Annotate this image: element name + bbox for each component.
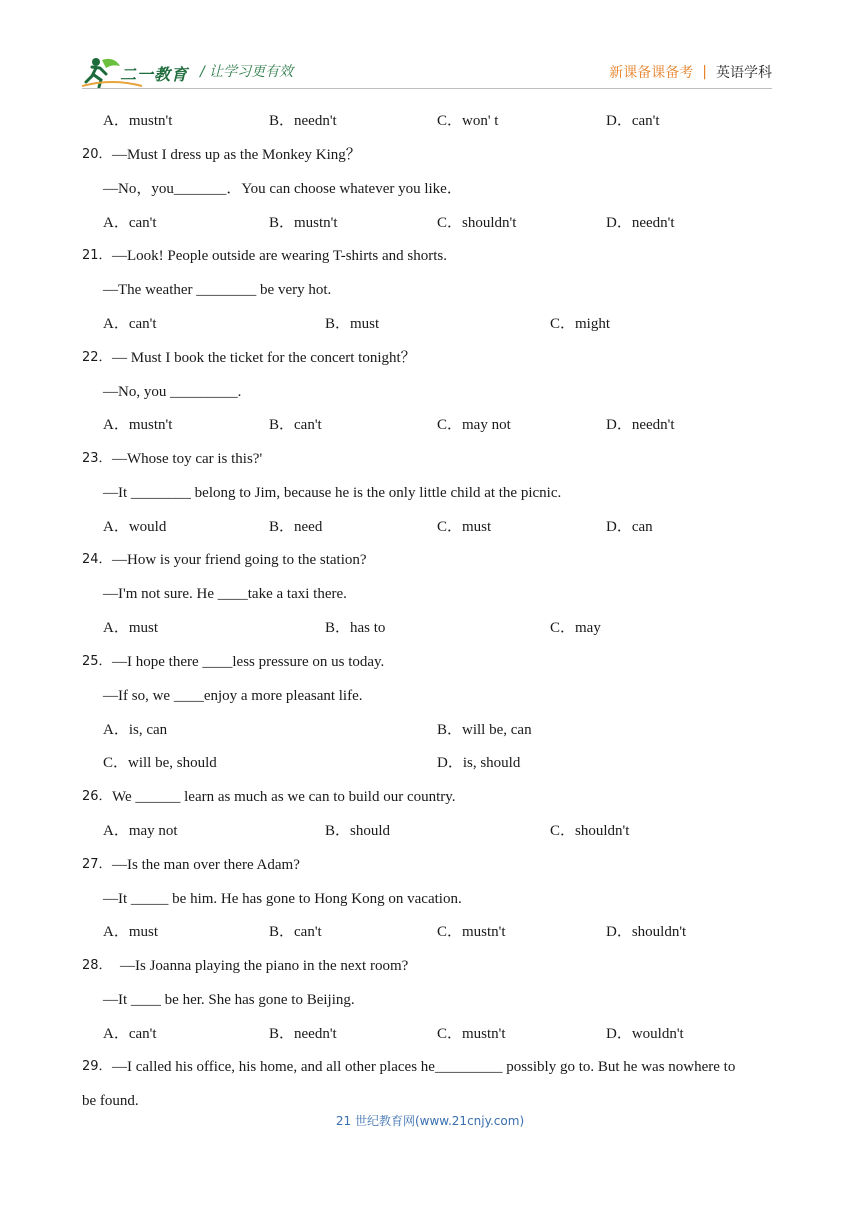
question-text: —I'm not sure. He ____take a taxi there. bbox=[103, 586, 347, 602]
question-text: —It _____ be him. He has gone to Hong Kong on vacation. bbox=[103, 891, 462, 907]
option-d: D．is, should bbox=[437, 755, 521, 771]
option-b: B．can't bbox=[269, 924, 322, 940]
option-b: B．needn't bbox=[269, 113, 337, 129]
option-d: D．can bbox=[606, 519, 653, 535]
option-c: C．mustn't bbox=[437, 924, 506, 940]
option-c: C．must bbox=[437, 519, 492, 535]
question-25-options-row2 bbox=[0, 751, 860, 775]
question-text: —It ________ belong to Jim, because he is the only little child at the picnic. bbox=[103, 485, 562, 501]
option-c: C．shouldn't bbox=[437, 215, 517, 231]
subject-label: 英语学科 bbox=[716, 65, 772, 81]
option-b: B．should bbox=[325, 823, 391, 839]
question-27-stem bbox=[0, 853, 860, 877]
question-21-options bbox=[0, 312, 860, 336]
question-text: —I hope there ____less pressure on us today. bbox=[112, 654, 385, 670]
question-24-options bbox=[0, 616, 860, 640]
option-a: A．would bbox=[103, 519, 167, 535]
question-26-options bbox=[0, 819, 860, 843]
question-25-line2 bbox=[0, 684, 860, 708]
question-24-stem bbox=[0, 548, 860, 572]
option-b: B．must bbox=[325, 316, 380, 332]
question-number: 23． bbox=[82, 451, 112, 466]
question-28-stem bbox=[0, 954, 860, 978]
question-number: 25． bbox=[82, 654, 112, 669]
question-number: 27． bbox=[82, 857, 112, 872]
question-number: 21． bbox=[82, 248, 112, 263]
question-22-line2 bbox=[0, 380, 860, 404]
option-c: C．may bbox=[550, 620, 601, 636]
question-20-line2 bbox=[0, 177, 860, 201]
option-b: B．need bbox=[269, 519, 323, 535]
option-a: A．may not bbox=[103, 823, 178, 839]
option-b: B．needn't bbox=[269, 1026, 337, 1042]
option-c: C．may not bbox=[437, 417, 511, 433]
option-a: A．mustn't bbox=[103, 417, 173, 433]
question-27-line2 bbox=[0, 887, 860, 911]
option-a: A．is, can bbox=[103, 722, 168, 738]
option-a: A．must bbox=[103, 620, 159, 636]
header-divider bbox=[82, 88, 772, 89]
question-text: — Must I book the ticket for the concert tonight？ bbox=[112, 350, 416, 366]
option-d: D．needn't bbox=[606, 417, 675, 433]
question-number: 20． bbox=[82, 147, 112, 162]
option-c: C．will be, should bbox=[103, 755, 217, 771]
question-text: —The weather ________ be very hot. bbox=[103, 282, 332, 298]
question-29-line2 bbox=[0, 1089, 860, 1113]
question-number: 24． bbox=[82, 552, 112, 567]
option-a: A．can't bbox=[103, 316, 157, 332]
question-text: —Is the man over there Adam? bbox=[112, 857, 300, 873]
option-b: B．will be, can bbox=[437, 722, 532, 738]
question-21-stem bbox=[0, 244, 860, 268]
question-22-options bbox=[0, 413, 860, 437]
question-23-line2 bbox=[0, 481, 860, 505]
question-23-options bbox=[0, 515, 860, 539]
question-25-stem bbox=[0, 650, 860, 674]
header-separator: | bbox=[702, 64, 707, 80]
question-20-options bbox=[0, 211, 860, 235]
option-d: D．shouldn't bbox=[606, 924, 687, 940]
slogan: / 让学习更有效 bbox=[200, 64, 294, 80]
question-text: —Whose toy car is this?' bbox=[112, 451, 263, 467]
question-number: 22． bbox=[82, 350, 112, 365]
option-b: B．has to bbox=[325, 620, 386, 636]
question-text: —Look! People outside are wearing T-shirts and shorts. bbox=[112, 248, 447, 264]
question-text: —No, you _________. bbox=[103, 384, 242, 400]
option-a: A．must bbox=[103, 924, 159, 940]
question-23-stem bbox=[0, 447, 860, 471]
option-d: D．can't bbox=[606, 113, 660, 129]
option-b: B．mustn't bbox=[269, 215, 338, 231]
course-label: 新课备课备考 bbox=[609, 65, 694, 81]
option-c: C．won' t bbox=[437, 113, 499, 129]
question-24-line2 bbox=[0, 582, 860, 606]
question-26-stem bbox=[0, 785, 860, 809]
option-d: D．wouldn't bbox=[606, 1026, 684, 1042]
question-22-stem bbox=[0, 346, 860, 370]
question-text: —I called his office, his home, and all other places he_________ possibly go to. But he was nowhere to bbox=[112, 1059, 736, 1075]
question-text: —No，you_______．You can choose whatever you like． bbox=[103, 181, 462, 197]
question-number: 28． bbox=[82, 958, 112, 973]
question-text: We ______ learn as much as we can to build our country. bbox=[112, 789, 456, 805]
option-a: A．can't bbox=[103, 1026, 157, 1042]
page-header bbox=[0, 0, 860, 100]
question-text: —Must I dress up as the Monkey King？ bbox=[112, 147, 361, 163]
option-b: B．can't bbox=[269, 417, 322, 433]
question-text: —It ____ be her. She has gone to Beijing. bbox=[103, 992, 355, 1008]
question-text: —How is your friend going to the station? bbox=[112, 552, 367, 568]
question-text: —If so, we ____enjoy a more pleasant life. bbox=[103, 688, 363, 704]
question-text: —Is Joanna playing the piano in the next room? bbox=[120, 958, 409, 974]
question-number: 29． bbox=[82, 1059, 112, 1074]
question-28-options bbox=[0, 1022, 860, 1046]
option-c: C．mustn't bbox=[437, 1026, 506, 1042]
prev-options-row bbox=[0, 109, 860, 133]
header-right bbox=[609, 62, 772, 82]
option-a: A．can't bbox=[103, 215, 157, 231]
option-d: D．needn't bbox=[606, 215, 675, 231]
option-c: C．shouldn't bbox=[550, 823, 630, 839]
question-27-options bbox=[0, 920, 860, 944]
question-21-line2 bbox=[0, 278, 860, 302]
option-a: A．mustn't bbox=[103, 113, 173, 129]
question-20-stem bbox=[0, 143, 860, 167]
question-text: be found. bbox=[82, 1093, 139, 1109]
question-29-stem bbox=[0, 1055, 860, 1079]
question-28-line2 bbox=[0, 988, 860, 1012]
page-footer: 21 世纪教育网(www.21cnjy.com) bbox=[335, 1114, 525, 1128]
logo-text: 二一教育 bbox=[120, 65, 189, 84]
question-25-options-row1 bbox=[0, 718, 860, 742]
question-number: 26． bbox=[82, 789, 112, 804]
option-c: C．might bbox=[550, 316, 611, 332]
